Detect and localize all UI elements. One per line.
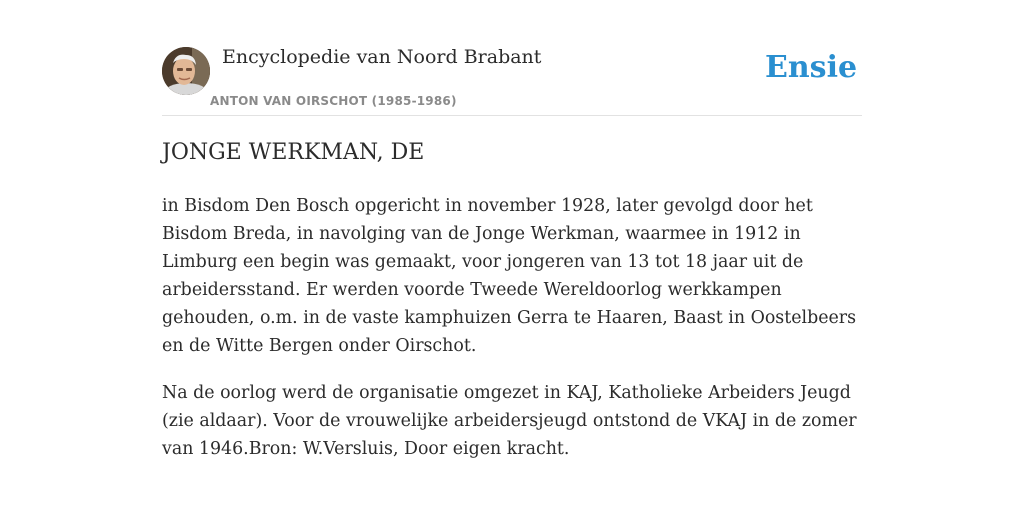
brand-logo[interactable]: Ensie (765, 50, 858, 85)
author-name[interactable]: ANTON VAN OIRSCHOT (1985-1986) (210, 94, 457, 108)
article-paragraph-2: Na de oorlog werd de organisatie omgezet in KAJ, Katholieke Arbeiders Jeugd (zie aldaar). Voor de vrouwelijke arbeidersjeugd ontstond de VKAJ in de zomer van 1946.Bron: W.Versluis, Door eigen kracht. (162, 383, 857, 459)
source-title[interactable]: Encyclopedie van Noord Brabant (222, 46, 542, 68)
author-avatar[interactable] (162, 47, 210, 95)
article-paragraph-1: in Bisdom Den Bosch opgericht in november 1928, later gevolgd door het Bisdom Breda, in navolging van de Jonge Werkman, waarmee in 1912 in Limburg een begin was gemaakt, voor jongeren van 13 tot 18 jaar uit de arbeidersstand. Er werden voorde Tweede Wereldoorlog werkkampen gehouden, o.m. in de vaste kamphuizen Gerra te Haaren, Baast in Oostelbeers en de Witte Bergen onder Oirschot. (162, 196, 857, 356)
article-title: JONGE WERKMAN, DE (162, 140, 425, 165)
header-divider (162, 115, 862, 116)
